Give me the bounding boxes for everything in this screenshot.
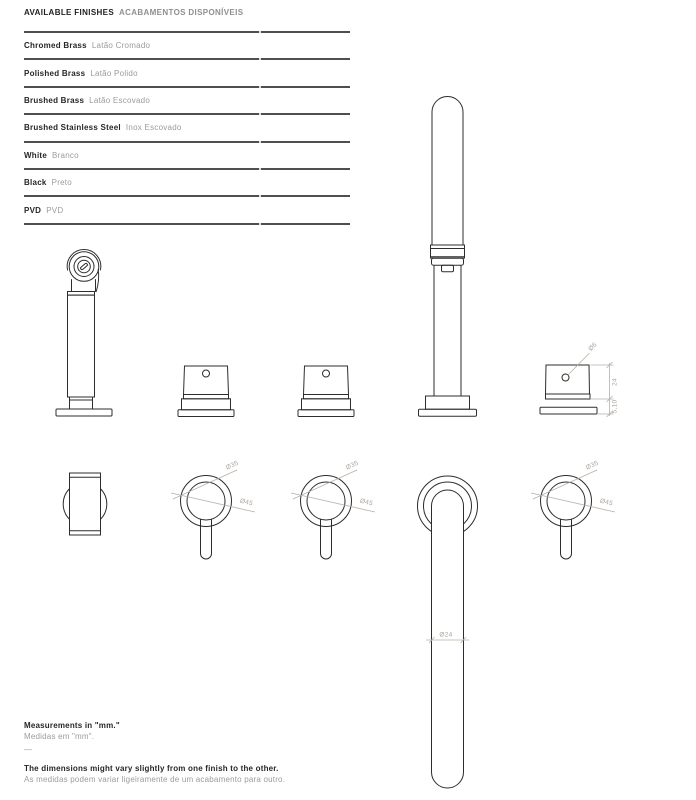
note-tolerance-pt: As medidas podem variar ligeiramente de um acabamento para outro. <box>24 774 286 784</box>
page-title-en: AVAILABLE FINISHES <box>24 8 115 17</box>
note-measurements-en: Measurements in "mm." <box>24 721 120 730</box>
drawing-valve-side-view-1 <box>178 366 234 417</box>
finish-name-en: Black <box>24 178 47 188</box>
dim-label-trim-diameter: Ø35 <box>584 459 600 472</box>
finish-name-en: Polished Brass <box>24 68 86 78</box>
dim-label-screw-diameter: Ø6 <box>587 341 599 353</box>
drawing-spout-top-view <box>418 476 478 788</box>
dim-label-handle-diameter: Ø45 <box>239 497 254 508</box>
finish-name-pt: Branco <box>52 150 79 160</box>
finish-name-en: Chromed Brass <box>24 41 87 51</box>
dim-label-valve-body-height: 24 <box>611 378 619 386</box>
dim-label-valve-base-height: 5,10 <box>611 399 619 414</box>
drawing-valve-side-view-dimensioned <box>540 341 619 417</box>
drawing-handle-top-view-1 <box>171 460 255 559</box>
finish-name-en: Brushed Brass <box>24 95 85 105</box>
drawing-handle-top-view-3 <box>531 460 615 559</box>
dim-label-trim-diameter: Ø35 <box>224 459 240 472</box>
finish-name-en: PVD <box>24 205 42 215</box>
dim-label-handle-diameter: Ø45 <box>359 497 374 508</box>
finish-name-pt: Latão Polido <box>90 68 138 78</box>
drawing-handshower-top-view <box>63 473 107 535</box>
dim-label-tube-diameter: Ø24 <box>439 631 453 639</box>
note-measurements-pt: Medidas em "mm". <box>24 731 95 741</box>
finish-name-pt: PVD <box>46 205 64 215</box>
finish-name-pt: Latão Cromado <box>91 41 151 51</box>
drawing-handle-top-view-2 <box>291 460 375 559</box>
note-divider: — <box>24 745 33 754</box>
finish-name-pt: Inox Escovado <box>125 123 182 133</box>
finish-name-pt: Latão Escovado <box>89 95 151 105</box>
drawing-spout-side-view <box>419 97 477 417</box>
dim-label-handle-diameter: Ø45 <box>599 497 614 508</box>
note-tolerance-en: The dimensions might vary slightly from one finish to the other. <box>24 764 279 773</box>
drawing-handshower-side-view <box>56 250 112 416</box>
page-title-pt: ACABAMENTOS DISPONÍVEIS <box>119 8 244 17</box>
finish-name-en: Brushed Stainless Steel <box>24 123 121 133</box>
drawing-valve-side-view-2 <box>298 366 354 417</box>
finish-name-pt: Preto <box>51 178 72 188</box>
dim-label-trim-diameter: Ø35 <box>344 459 360 472</box>
finish-name-en: White <box>24 150 48 160</box>
